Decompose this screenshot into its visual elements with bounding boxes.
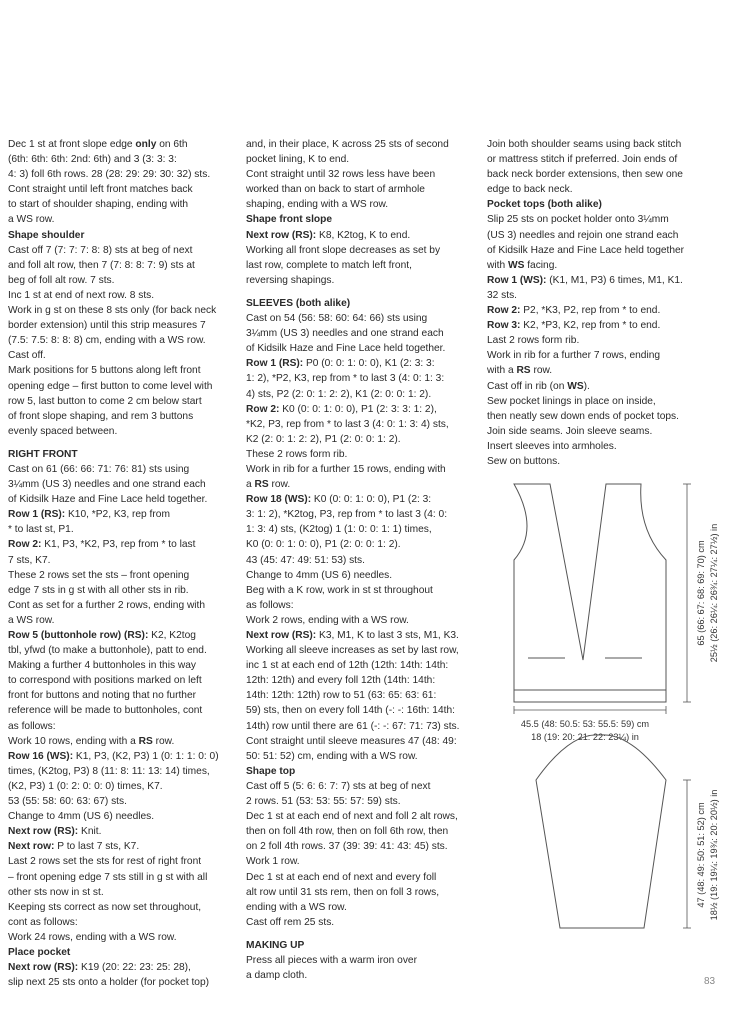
text-line: Working all sleeve increases as set by last row, xyxy=(246,645,459,657)
text-line: beg of foll alt row. 7 sts. xyxy=(8,274,115,286)
text-line: (6th: 6th: 6th: 2nd: 6th) and 3 (3: 3: 3: xyxy=(8,154,177,166)
text-line: Next row (RS): Knit. xyxy=(8,826,102,838)
text-line: border extension) until this strip measures 7 xyxy=(8,320,206,332)
text-line: Row 5 (buttonhole row) (RS): K2, K2tog xyxy=(8,630,196,641)
schematic-diagrams xyxy=(480,470,750,930)
text-line: to start of shoulder shaping, ending with xyxy=(8,199,189,211)
text-line: These 2 rows set the sts – front opening xyxy=(8,569,190,581)
text-line: Row 18 (WS): K0 (0: 0: 1: 0: 0), P1 (2: 3: xyxy=(246,494,432,506)
text-line: Cont straight until 32 rows less have been xyxy=(246,169,436,181)
text-line: worked than on back to start of armhole xyxy=(246,184,425,196)
text-line: Row 2: K1, P3, *K2, P3, rep from * to last xyxy=(8,539,196,551)
text-line: row 5, last button to come 2 cm below start xyxy=(8,395,202,407)
text-line: Next row (RS): K8, K2tog, K to end. xyxy=(246,229,411,241)
text-line: Beg with a K row, work in st st throughout xyxy=(246,584,433,596)
text-line: These 2 rows form rib. xyxy=(246,448,348,460)
body-width-dimension xyxy=(514,706,666,714)
text-line: reference will be made to buttonholes, cont xyxy=(8,705,203,717)
text-line: Slip 25 sts on pocket holder onto 3¼mm xyxy=(487,214,669,226)
text-line: or mattress stitch if preferred. Join ends of xyxy=(487,154,678,166)
text-column-3 xyxy=(487,137,684,469)
sleeve-schematic xyxy=(536,735,666,928)
text-line: Insert sleeves into armholes. xyxy=(487,440,617,452)
page-number: 83 xyxy=(704,976,716,987)
text-line: Cont as set for a further 2 rows, ending with xyxy=(8,599,206,611)
text-line: and, in their place, K across 25 sts of second xyxy=(246,139,449,150)
text-line: 2 rows. 51 (53: 53: 55: 57: 59) sts. xyxy=(246,796,401,808)
text-line: Work 10 rows, ending with a RS row. xyxy=(8,735,175,747)
sleeve-length-label: 47 (48: 49: 50: 51: 52) cm xyxy=(696,802,706,908)
text-line: last row, complete to match left front, xyxy=(246,259,412,271)
text-line: 59) sts, then on every foll 14th (-: -: 16th: 14th: xyxy=(246,705,455,717)
text-line: and foll alt row, then 7 (7: 8: 8: 7: 9) sts at xyxy=(8,259,195,271)
text-line: Work 1 row. xyxy=(246,856,300,868)
text-line: Work 2 rows, ending with a WS row. xyxy=(246,614,409,626)
text-line: (7.5: 7.5: 8: 8: 8) cm, ending with a WS row. xyxy=(8,335,206,347)
text-line: reversing shapings. xyxy=(246,274,335,286)
text-line: as follows: xyxy=(8,720,56,732)
text-line: a WS row. xyxy=(8,214,55,226)
body-height-in-label: 25½ (26: 26¼: 26¾: 27¼: 27½) in xyxy=(709,523,719,663)
text-line: K0 (0: 0: 1: 0: 0), P1 (2: 0: 0: 1: 2). xyxy=(246,539,401,551)
text-line: of Kidsilk Haze and Fine Lace held together xyxy=(487,244,685,256)
text-line: Work 24 rows, ending with a WS row. xyxy=(8,931,177,943)
text-line: Mark positions for 5 buttons along left front xyxy=(8,365,201,377)
text-line: Working all front slope decreases as set by xyxy=(246,244,441,256)
text-line: Row 1 (RS): K10, *P2, K3, rep from xyxy=(8,509,170,521)
text-line: 7 sts, K7. xyxy=(8,554,51,566)
text-line: Last 2 rows form rib. xyxy=(487,335,580,347)
text-line xyxy=(246,930,459,938)
text-line: * to last st, P1. xyxy=(8,524,74,536)
text-line xyxy=(246,288,459,296)
text-line: shaping, ending with a WS row. xyxy=(246,199,389,211)
text-line: Dec 1 st at each end of next and foll 2 alt rows, xyxy=(246,811,458,823)
body-schematic xyxy=(514,484,666,702)
text-line: 32 sts. xyxy=(487,289,518,301)
text-line: Inc 1 st at end of next row. 8 sts. xyxy=(8,289,155,301)
text-column-1 xyxy=(8,137,219,990)
text-line: Work in rib for a further 7 rows, ending xyxy=(487,350,661,362)
text-line: Row 16 (WS): K1, P3, (K2, P3) 1 (0: 1: 1: 0: 0) xyxy=(8,750,219,762)
text-line: Join both shoulder seams using back stitch xyxy=(487,139,682,150)
text-line: to correspond with positions marked on left xyxy=(8,675,202,687)
text-line: a damp cloth. xyxy=(246,970,308,982)
text-line: 4) sts, P2 (2: 0: 1: 2: 2), K1 (2: 0: 0: 1: 2). xyxy=(246,388,432,400)
text-line: K2 (2: 0: 1: 2: 2), P1 (2: 0: 0: 1: 2). xyxy=(246,433,401,445)
text-line: Row 1 (RS): P0 (0: 0: 1: 0: 0), K1 (2: 3: 3: xyxy=(246,358,435,370)
text-line: pocket lining, K to end. xyxy=(246,154,350,166)
text-line: opening edge – first button to come level with xyxy=(8,380,213,392)
text-line: Cast on 61 (66: 66: 71: 76: 81) sts using xyxy=(8,463,190,475)
text-line: *K2, P3, rep from * to last 3 (4: 0: 1: 3: 4) sts, xyxy=(246,418,449,430)
text-line: Next row: P to last 7 sts, K7. xyxy=(8,841,140,853)
text-line: Row 2: K0 (0: 0: 1: 0: 0), P1 (2: 3: 3: 1: 2), xyxy=(246,403,437,415)
text-line: Next row (RS): K3, M1, K to last 3 sts, M1, K3. xyxy=(246,630,459,641)
section-heading: Place pocket xyxy=(8,946,71,958)
text-line: with a RS row. xyxy=(487,365,553,377)
text-line: Cont straight until sleeve measures 47 (48: 49: xyxy=(246,735,457,747)
text-line: of Kidsilk Haze and Fine Lace held together. xyxy=(246,343,446,355)
text-line: Change to 4mm (US 6) needles. xyxy=(246,569,393,581)
text-line: Cast off 5 (5: 6: 6: 7: 7) sts at beg of next xyxy=(246,780,431,792)
text-column-2 xyxy=(246,137,459,983)
text-line: Cast on 54 (56: 58: 60: 64: 66) sts using xyxy=(246,313,428,325)
text-line: Dec 1 st at each end of next and every foll xyxy=(246,871,437,883)
text-line: 4: 3) foll 6th rows. 28 (28: 29: 29: 30: 32) sts. xyxy=(8,169,211,181)
text-line: 12th: 12th) and every foll 12th (14th: 14th: xyxy=(246,675,436,687)
text-line: evenly spaced between. xyxy=(8,425,118,437)
section-heading: Shape front slope xyxy=(246,214,333,226)
text-line: as follows: xyxy=(246,599,294,611)
text-line: a WS row. xyxy=(8,614,55,626)
text-line: Change to 4mm (US 6) needles. xyxy=(8,811,155,823)
section-heading: SLEEVES (both alike) xyxy=(246,297,351,309)
text-line: 1: 2), *P2, K3, rep from * to last 3 (4: 0: 1: 3: xyxy=(246,373,445,385)
text-line: then neatly sew down ends of pocket tops. xyxy=(487,410,679,422)
text-line: then on foll 4th row, then on foll 6th row, then xyxy=(246,826,449,838)
text-line: on 2 foll 4th rows. 37 (39: 39: 41: 43: 45) sts. xyxy=(246,841,448,853)
section-heading: Shape shoulder xyxy=(8,229,85,241)
text-line: slip next 25 sts onto a holder (for pocket top) xyxy=(8,977,210,989)
text-line: Last 2 rows set the sts for rest of right front xyxy=(8,856,202,868)
text-line: Making a further 4 buttonholes in this way xyxy=(8,660,197,672)
text-line: 50: 51: 52) cm, ending with a WS row. xyxy=(246,750,418,762)
text-line: Press all pieces with a warm iron over xyxy=(246,954,417,966)
text-line: edge to back neck. xyxy=(487,184,573,196)
text-line: times, (K2tog, P3) 8 (11: 8: 11: 13: 14) times, xyxy=(8,765,210,777)
text-line: Sew on buttons. xyxy=(487,455,561,467)
sleeve-length-in-label: 18½ (19: 19¼: 19¾: 20: 20½) in xyxy=(709,789,719,921)
section-heading: Pocket tops (both alike) xyxy=(487,199,602,211)
section-heading: Shape top xyxy=(246,765,296,777)
text-line: alt row until 31 sts rem, then on foll 3 rows, xyxy=(246,886,440,898)
text-line: Dec 1 st at front slope edge only on 6th xyxy=(8,139,188,150)
text-line: Row 1 (WS): (K1, M1, P3) 6 times, M1, K1. xyxy=(487,274,683,286)
text-line: of Kidsilk Haze and Fine Lace held together. xyxy=(8,494,208,506)
text-line: – front opening edge 7 sts still in g st with all xyxy=(8,871,208,883)
text-line: Keeping sts correct as now set throughout, xyxy=(8,901,202,913)
text-line: edge 7 sts in g st with all other sts in rib. xyxy=(8,584,189,596)
text-line: Cast off 7 (7: 7: 7: 8: 8) sts at beg of next xyxy=(8,244,193,256)
text-line: Cast off. xyxy=(8,350,46,362)
text-line: 3¼mm (US 3) needles and one strand each xyxy=(246,328,444,340)
text-line: Join side seams. Join sleeve seams. xyxy=(487,425,653,437)
text-line: front for buttons and noting that no further xyxy=(8,690,197,702)
text-line: tbl, yfwd (to make a buttonhole), patt to end. xyxy=(8,645,207,657)
text-line xyxy=(8,439,219,447)
text-line: Next row (RS): K19 (20: 22: 23: 25: 28), xyxy=(8,962,191,974)
text-line: of front slope shaping, and rem 3 buttons xyxy=(8,410,194,422)
section-heading: RIGHT FRONT xyxy=(8,448,78,460)
text-line: 53 (55: 58: 60: 63: 67) sts. xyxy=(8,796,127,808)
text-line: Work in g st on these 8 sts only (for back neck xyxy=(8,305,217,317)
body-width-in-label: 18 (19: 20: 21: 22: 23¼) in xyxy=(531,732,639,742)
text-line: 14th: 12th: 12th) row to 51 (63: 65: 63: 61: xyxy=(246,690,437,702)
text-line: Sew pocket linings in place on inside, xyxy=(487,395,656,407)
text-line: 1: 3: 4) sts, (K2tog) 1 (1: 0: 0: 1: 1) times, xyxy=(246,524,432,536)
text-line: Row 2: P2, *K3, P2, rep from * to end. xyxy=(487,305,661,317)
text-line: (US 3) needles and rejoin one strand each xyxy=(487,229,679,241)
text-line: with WS facing. xyxy=(487,259,558,271)
text-line: 14th) row until there are 61 (-: -: 67: 71: 73) sts. xyxy=(246,720,460,732)
text-line: (K2, P3) 1 (0: 2: 0: 0: 0) times, K7. xyxy=(8,780,163,792)
text-line: Work in rib for a further 15 rows, ending with xyxy=(246,463,446,475)
section-heading: MAKING UP xyxy=(246,939,305,951)
text-line: Cont straight until left front matches back xyxy=(8,184,193,196)
text-line: 3: 1: 2), *K2tog, P3, rep from * to last 3 (4: 0: xyxy=(246,509,448,521)
text-line: 43 (45: 47: 49: 51: 53) sts. xyxy=(246,554,365,566)
text-line: Row 3: K2, *P3, K2, rep from * to end. xyxy=(487,320,661,332)
body-height-label: 65 (66: 67: 68: 69: 70) cm xyxy=(696,540,706,646)
sleeve-length-dimension xyxy=(683,780,691,928)
text-line: back neck border extensions, then sew one xyxy=(487,169,683,181)
text-line: Cast off rem 25 sts. xyxy=(246,916,335,928)
text-line: 3¼mm (US 3) needles and one strand each xyxy=(8,479,206,491)
body-width-label: 45.5 (48: 50.5: 53: 55.5: 59) cm xyxy=(520,719,650,729)
text-line: ending with a WS row. xyxy=(246,901,347,913)
text-line: a RS row. xyxy=(246,479,291,491)
text-line: Cast off in rib (on WS). xyxy=(487,380,590,392)
text-line: cont as follows: xyxy=(8,916,78,928)
text-line: other sts now in st st. xyxy=(8,886,104,898)
body-height-dimension xyxy=(683,484,691,702)
text-line: inc 1 st at each end of 12th (12th: 14th: 14th: xyxy=(246,660,449,672)
